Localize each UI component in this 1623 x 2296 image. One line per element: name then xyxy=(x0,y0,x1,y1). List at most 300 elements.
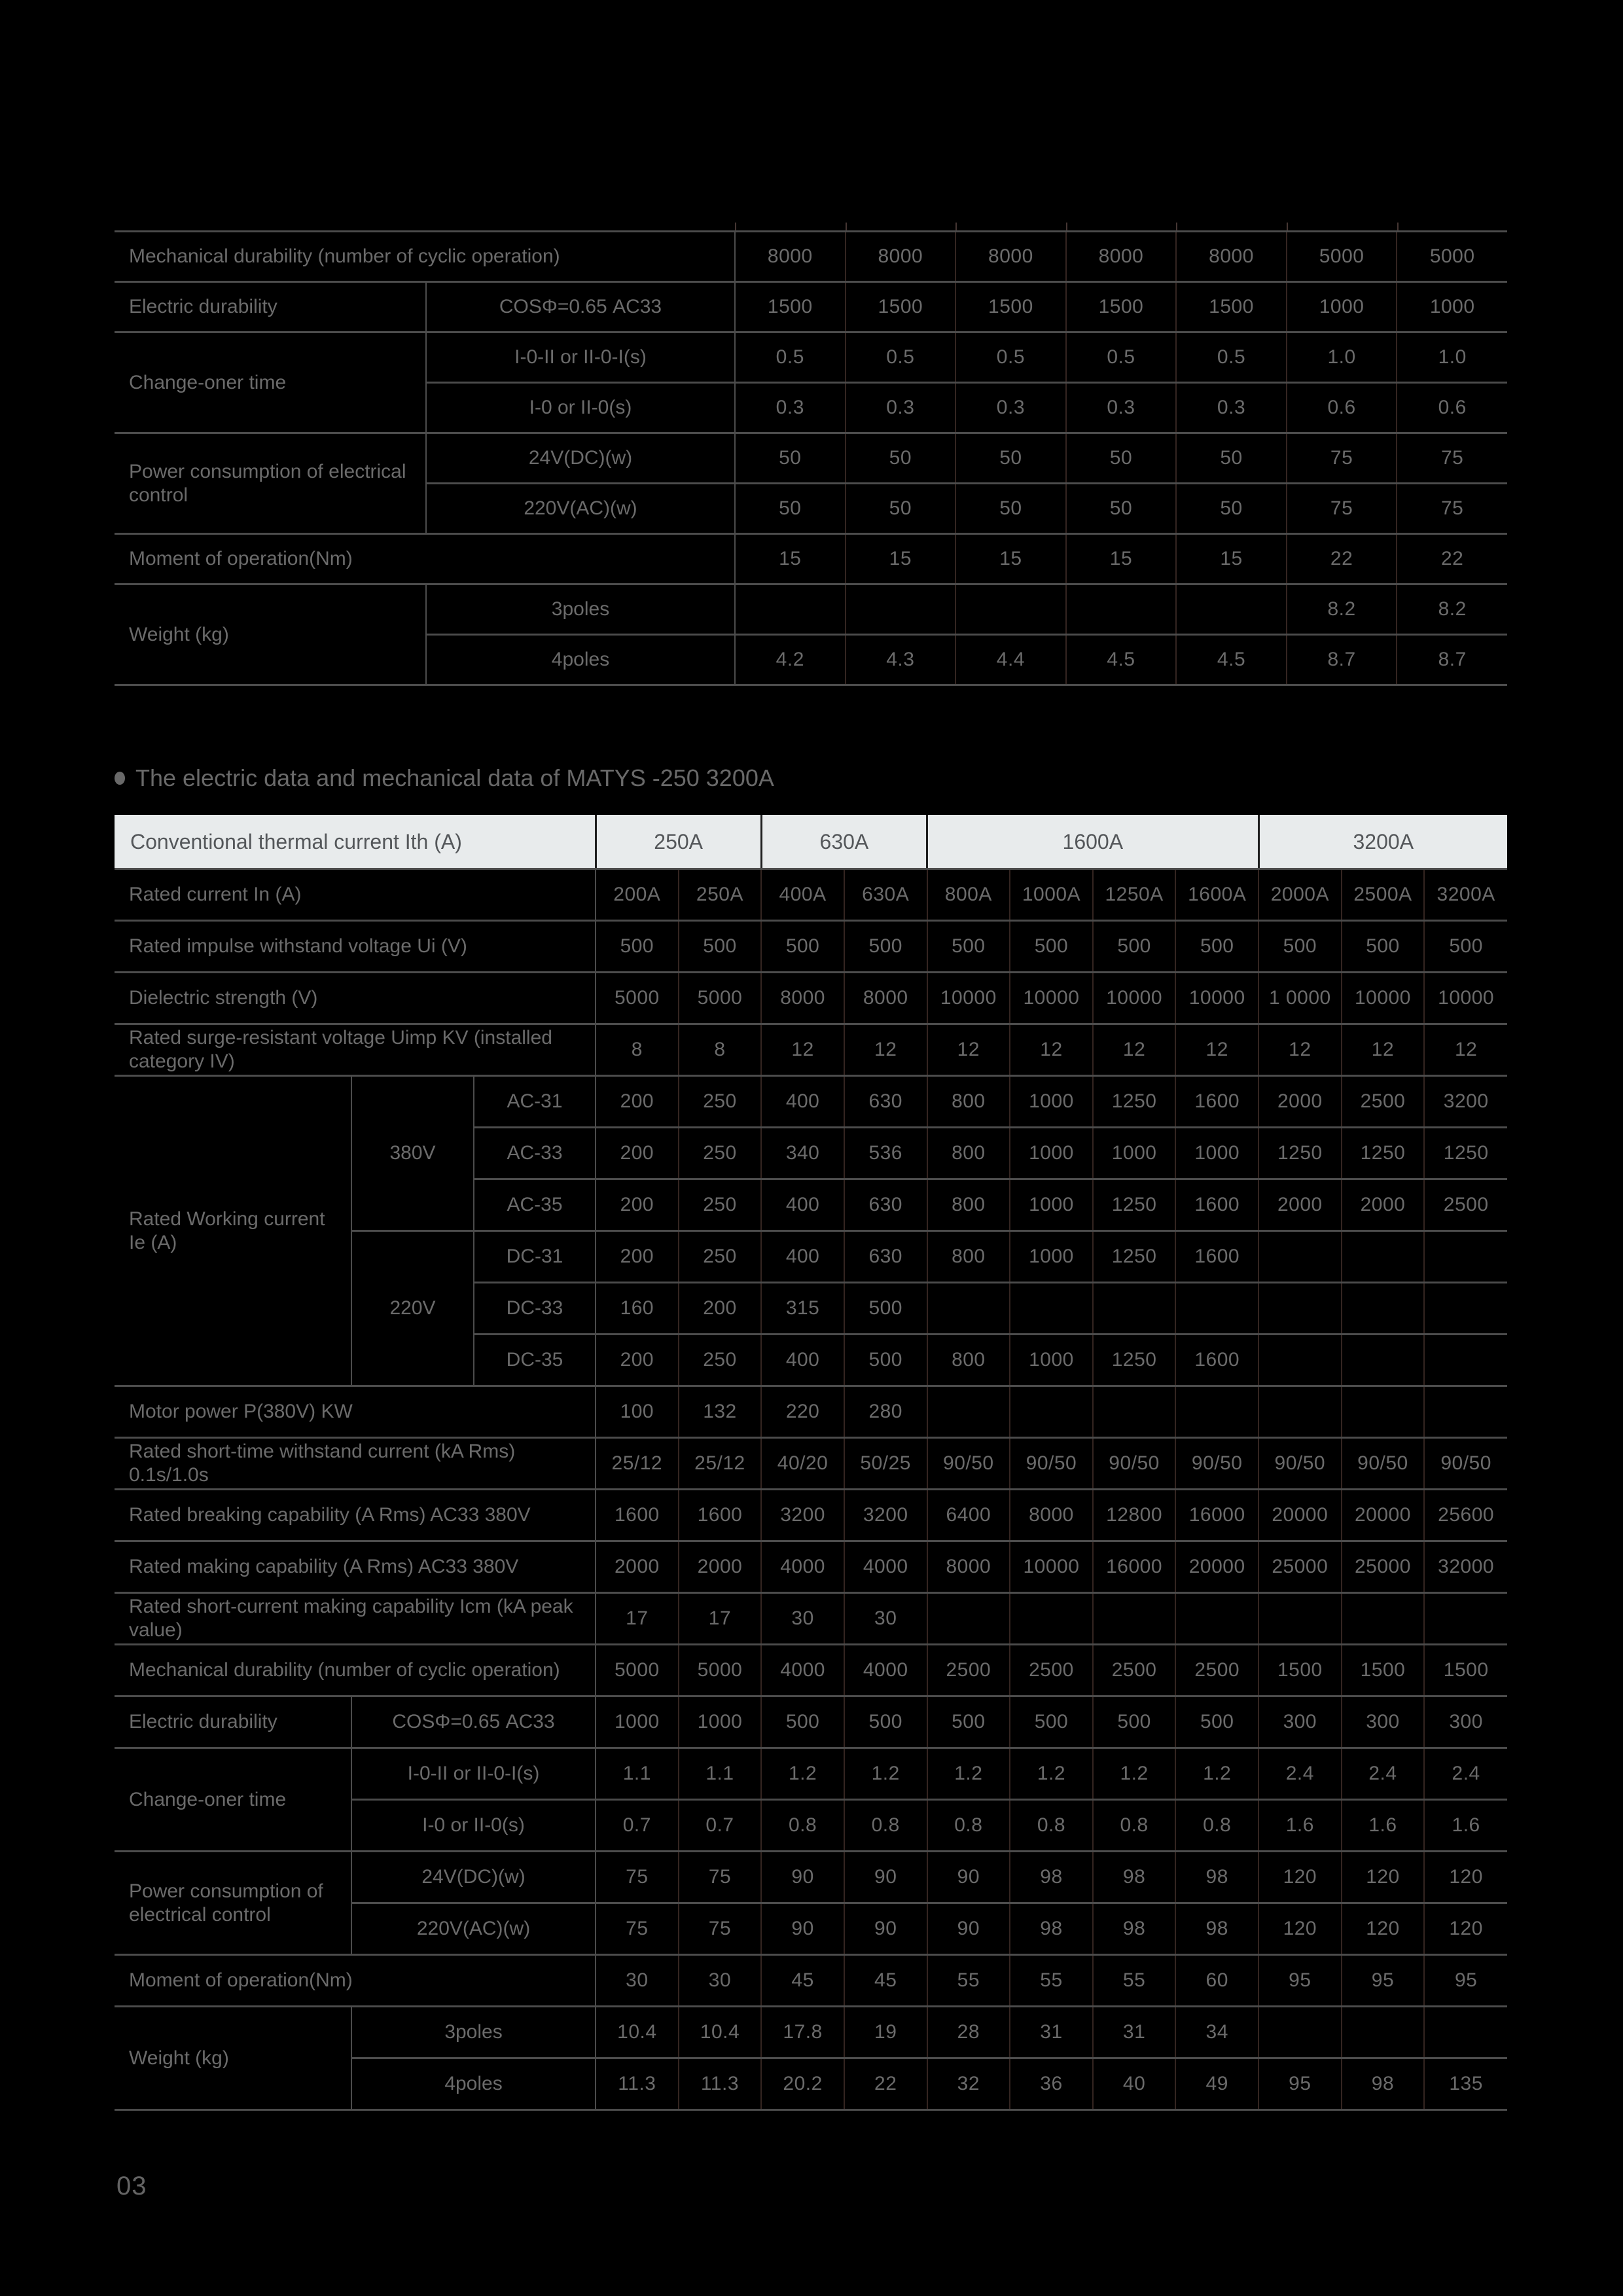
cell-value: 12 xyxy=(1342,1024,1425,1076)
cell-value: 90/50 xyxy=(1175,1438,1258,1490)
cell-value: 10000 xyxy=(927,973,1010,1024)
row-label: Moment of operation(Nm) xyxy=(115,534,735,584)
row-sublabel: AC-31 xyxy=(474,1076,596,1128)
cell-value xyxy=(1175,1593,1258,1645)
cell-value: 4.5 xyxy=(1066,635,1177,685)
cell-value: 25600 xyxy=(1424,1490,1507,1541)
cell-value: 0.5 xyxy=(735,332,846,383)
cell-value: 19 xyxy=(844,2007,927,2058)
cell-value: 500 xyxy=(927,1696,1010,1748)
cell-value xyxy=(1424,1231,1507,1283)
row-sublabel: AC-35 xyxy=(474,1179,596,1231)
cell-value: 10000 xyxy=(1093,973,1176,1024)
table-row xyxy=(115,815,1507,869)
cell-value: 95 xyxy=(1424,1955,1507,2007)
table-row xyxy=(115,282,1507,332)
cell-value: 32 xyxy=(927,2058,1010,2110)
table-row xyxy=(115,973,1507,1024)
cell-value: 1600 xyxy=(679,1490,762,1541)
cell-value: 50 xyxy=(735,433,846,484)
cell-value: 12 xyxy=(1175,1024,1258,1076)
cell-value: 1000 xyxy=(1397,282,1507,332)
cell-value: 1500 xyxy=(735,282,846,332)
cell-value: 40 xyxy=(1093,2058,1176,2110)
header-group-cell: 3200A xyxy=(1258,815,1507,869)
row-label: Rated breaking capability (A Rms) AC33 380V xyxy=(115,1490,596,1541)
cell-value: 1500 xyxy=(955,282,1066,332)
row-label: Power consumption of electrical control xyxy=(115,1852,351,1955)
cell-value: 98 xyxy=(1093,1852,1176,1903)
cell-value xyxy=(846,584,956,635)
cell-value: 4.2 xyxy=(735,635,846,685)
cell-value: 90 xyxy=(761,1903,844,1955)
cell-value: 17 xyxy=(679,1593,762,1645)
cell-value: 400 xyxy=(761,1335,844,1386)
table-row xyxy=(115,1386,1507,1438)
cell-value: 2500 xyxy=(1175,1645,1258,1696)
cell-value: 50 xyxy=(1176,433,1287,484)
cell-value: 500 xyxy=(1258,921,1342,973)
row-label: Motor power P(380V) KW xyxy=(115,1386,596,1438)
cell-value: 12 xyxy=(844,1024,927,1076)
cell-value: 22 xyxy=(1397,534,1507,584)
cell-value xyxy=(1342,1386,1425,1438)
cell-value: 250A xyxy=(679,869,762,921)
cell-value: 25/12 xyxy=(596,1438,679,1490)
row-label: Weight (kg) xyxy=(115,2007,351,2110)
cell-value: 12 xyxy=(1010,1024,1093,1076)
cell-value: 1250 xyxy=(1093,1231,1176,1283)
cell-value: 10.4 xyxy=(679,2007,762,2058)
cell-value: 90 xyxy=(927,1903,1010,1955)
header-group-cell: 630A xyxy=(761,815,927,869)
cell-value: 800 xyxy=(927,1335,1010,1386)
cell-value xyxy=(1010,1283,1093,1335)
row-sublabel: 380V xyxy=(351,1076,474,1231)
cell-value: 1250 xyxy=(1342,1128,1425,1179)
cell-value: 10000 xyxy=(1175,973,1258,1024)
cell-value: 300 xyxy=(1424,1696,1507,1748)
cell-value: 31 xyxy=(1010,2007,1093,2058)
cell-value: 34 xyxy=(1175,2007,1258,2058)
table-row xyxy=(115,1955,1507,2007)
row-label: Moment of operation(Nm) xyxy=(115,1955,596,2007)
table-row xyxy=(115,1593,1507,1645)
table-row xyxy=(115,1696,1507,1748)
cell-value xyxy=(1258,1231,1342,1283)
cell-value: 95 xyxy=(1258,2058,1342,2110)
cell-value: 20000 xyxy=(1258,1490,1342,1541)
row-sublabel: DC-33 xyxy=(474,1283,596,1335)
cell-value: 11.3 xyxy=(679,2058,762,2110)
cell-value xyxy=(927,1386,1010,1438)
cell-value: 2000 xyxy=(596,1541,679,1593)
cell-value: 340 xyxy=(761,1128,844,1179)
cell-value: 8.7 xyxy=(1287,635,1397,685)
table-continuation-stub xyxy=(1397,223,1399,230)
row-label: Weight (kg) xyxy=(115,584,426,685)
cell-value: 10000 xyxy=(1010,1541,1093,1593)
cell-value: 1600A xyxy=(1175,869,1258,921)
cell-value: 5000 xyxy=(596,973,679,1024)
table-row xyxy=(115,1748,1507,1800)
cell-value: 98 xyxy=(1010,1852,1093,1903)
cell-value xyxy=(1424,1593,1507,1645)
table-continuation-stub xyxy=(1066,223,1067,230)
cell-value: 0.3 xyxy=(846,383,956,433)
cell-value: 8000 xyxy=(927,1541,1010,1593)
row-label: Mechanical durability (number of cyclic operation) xyxy=(115,1645,596,1696)
cell-value: 500 xyxy=(844,1696,927,1748)
cell-value xyxy=(1342,1283,1425,1335)
cell-value: 300 xyxy=(1258,1696,1342,1748)
cell-value: 10000 xyxy=(1424,973,1507,1024)
cell-value: 630 xyxy=(844,1231,927,1283)
cell-value: 500 xyxy=(1093,921,1176,973)
cell-value: 0.3 xyxy=(735,383,846,433)
cell-value: 75 xyxy=(1287,484,1397,534)
cell-value: 8.7 xyxy=(1397,635,1507,685)
cell-value: 1000 xyxy=(1175,1128,1258,1179)
cell-value xyxy=(1093,1386,1176,1438)
cell-value: 200A xyxy=(596,869,679,921)
cell-value: 55 xyxy=(1093,1955,1176,2007)
row-sublabel: I-0 or II-0(s) xyxy=(426,383,735,433)
cell-value: 16000 xyxy=(1175,1490,1258,1541)
cell-value: 25000 xyxy=(1258,1541,1342,1593)
cell-value: 1250 xyxy=(1258,1128,1342,1179)
cell-value: 800A xyxy=(927,869,1010,921)
cell-value: 22 xyxy=(1287,534,1397,584)
cell-value: 630 xyxy=(844,1076,927,1128)
cell-value: 500 xyxy=(844,921,927,973)
cell-value: 1500 xyxy=(846,282,956,332)
cell-value: 11.3 xyxy=(596,2058,679,2110)
table-row xyxy=(115,1541,1507,1593)
cell-value: 1250 xyxy=(1424,1128,1507,1179)
header-group-cell: 1600A xyxy=(927,815,1259,869)
cell-value: 500 xyxy=(596,921,679,973)
cell-value: 49 xyxy=(1175,2058,1258,2110)
cell-value: 280 xyxy=(844,1386,927,1438)
cell-value: 220 xyxy=(761,1386,844,1438)
header-group-cell: 250A xyxy=(596,815,761,869)
table-row xyxy=(115,921,1507,973)
table-continuation-stub xyxy=(1287,223,1288,230)
cell-value: 2000 xyxy=(1258,1179,1342,1231)
table-continuation-stub xyxy=(1176,223,1177,230)
cell-value xyxy=(955,584,1066,635)
row-label: Electric durability xyxy=(115,282,426,332)
cell-value: 120 xyxy=(1258,1852,1342,1903)
cell-value: 8000 xyxy=(846,232,956,282)
cell-value: 90/50 xyxy=(1258,1438,1342,1490)
row-sublabel: COSΦ=0.65 AC33 xyxy=(351,1696,596,1748)
cell-value: 1.1 xyxy=(596,1748,679,1800)
cell-value: 4000 xyxy=(844,1645,927,1696)
cell-value: 8 xyxy=(596,1024,679,1076)
cell-value: 8.2 xyxy=(1287,584,1397,635)
cell-value: 30 xyxy=(844,1593,927,1645)
cell-value: 2000 xyxy=(679,1541,762,1593)
cell-value: 90/50 xyxy=(1093,1438,1176,1490)
row-sublabel: 3poles xyxy=(426,584,735,635)
table-row xyxy=(115,584,1507,635)
cell-value xyxy=(1258,1283,1342,1335)
cell-value xyxy=(1342,1231,1425,1283)
row-label: Dielectric strength (V) xyxy=(115,973,596,1024)
row-sublabel: 220V(AC)(w) xyxy=(426,484,735,534)
cell-value: 50 xyxy=(846,484,956,534)
cell-value: 36 xyxy=(1010,2058,1093,2110)
cell-value: 55 xyxy=(927,1955,1010,2007)
cell-value: 800 xyxy=(927,1128,1010,1179)
cell-value: 0.3 xyxy=(1066,383,1177,433)
cell-value xyxy=(1066,584,1177,635)
cell-value: 160 xyxy=(596,1283,679,1335)
cell-value: 5000 xyxy=(1287,232,1397,282)
cell-value: 1000 xyxy=(1010,1128,1093,1179)
cell-value: 8000 xyxy=(955,232,1066,282)
cell-value: 8000 xyxy=(1176,232,1287,282)
cell-value: 28 xyxy=(927,2007,1010,2058)
cell-value: 50 xyxy=(1176,484,1287,534)
cell-value: 95 xyxy=(1342,1955,1425,2007)
row-sublabel: 220V xyxy=(351,1231,474,1386)
cell-value: 630A xyxy=(844,869,927,921)
section-title xyxy=(115,763,774,793)
cell-value: 1500 xyxy=(1176,282,1287,332)
cell-value: 17.8 xyxy=(761,2007,844,2058)
row-label: Rated short-current making capability Icm (kA peak value) xyxy=(115,1593,596,1645)
cell-value: 500 xyxy=(679,921,762,973)
cell-value: 800 xyxy=(927,1076,1010,1128)
cell-value xyxy=(1342,1593,1425,1645)
row-sublabel: 3poles xyxy=(351,2007,596,2058)
cell-value: 0.8 xyxy=(1093,1800,1176,1852)
cell-value: 1500 xyxy=(1066,282,1177,332)
row-label: Rated current In (A) xyxy=(115,869,596,921)
cell-value: 0.8 xyxy=(1010,1800,1093,1852)
row-sublabel: AC-33 xyxy=(474,1128,596,1179)
cell-value: 90/50 xyxy=(927,1438,1010,1490)
cell-value: 250 xyxy=(679,1335,762,1386)
cell-value: 250 xyxy=(679,1231,762,1283)
table-row xyxy=(115,1852,1507,1903)
cell-value: 8 xyxy=(679,1024,762,1076)
cell-value: 15 xyxy=(1176,534,1287,584)
cell-value: 50 xyxy=(1066,433,1177,484)
cell-value: 75 xyxy=(1397,484,1507,534)
cell-value: 250 xyxy=(679,1128,762,1179)
cell-value: 1250 xyxy=(1093,1335,1176,1386)
row-sublabel: 4poles xyxy=(351,2058,596,2110)
cell-value: 3200 xyxy=(761,1490,844,1541)
cell-value: 50 xyxy=(1066,484,1177,534)
cell-value: 1 0000 xyxy=(1258,973,1342,1024)
cell-value: 8000 xyxy=(1010,1490,1093,1541)
cell-value: 45 xyxy=(761,1955,844,2007)
cell-value: 1000 xyxy=(1010,1335,1093,1386)
cell-value: 95 xyxy=(1258,1955,1342,2007)
cell-value: 500 xyxy=(844,1283,927,1335)
cell-value: 2500 xyxy=(927,1645,1010,1696)
row-sublabel: I-0-II or II-0-I(s) xyxy=(426,332,735,383)
cell-value: 1.2 xyxy=(1175,1748,1258,1800)
cell-value xyxy=(1010,1593,1093,1645)
cell-value: 15 xyxy=(846,534,956,584)
cell-value: 500 xyxy=(1093,1696,1176,1748)
cell-value: 500 xyxy=(1175,921,1258,973)
cell-value: 2500 xyxy=(1010,1645,1093,1696)
cell-value: 90 xyxy=(761,1852,844,1903)
cell-value: 2500 xyxy=(1093,1645,1176,1696)
cell-value: 250 xyxy=(679,1179,762,1231)
cell-value: 40/20 xyxy=(761,1438,844,1490)
cell-value: 630 xyxy=(844,1179,927,1231)
cell-value: 135 xyxy=(1424,2058,1507,2110)
cell-value xyxy=(735,584,846,635)
cell-value: 5000 xyxy=(596,1645,679,1696)
cell-value xyxy=(1258,1335,1342,1386)
cell-value: 536 xyxy=(844,1128,927,1179)
cell-value: 0.3 xyxy=(1176,383,1287,433)
cell-value: 5000 xyxy=(679,973,762,1024)
cell-value: 2000A xyxy=(1258,869,1342,921)
cell-value xyxy=(1258,2007,1342,2058)
cell-value: 500 xyxy=(844,1335,927,1386)
cell-value: 8000 xyxy=(761,973,844,1024)
cell-value xyxy=(1175,1386,1258,1438)
cell-value: 32000 xyxy=(1424,1541,1507,1593)
table-1-body xyxy=(115,232,1507,685)
cell-value: 0.8 xyxy=(761,1800,844,1852)
cell-value: 1500 xyxy=(1258,1645,1342,1696)
cell-value: 5000 xyxy=(1397,232,1507,282)
cell-value: 500 xyxy=(761,921,844,973)
table-row xyxy=(115,1076,1507,1128)
cell-value: 800 xyxy=(927,1179,1010,1231)
row-sublabel: 24V(DC)(w) xyxy=(426,433,735,484)
row-sublabel: DC-31 xyxy=(474,1231,596,1283)
table-row xyxy=(115,433,1507,484)
cell-value: 500 xyxy=(1342,921,1425,973)
cell-value: 315 xyxy=(761,1283,844,1335)
cell-value: 90/50 xyxy=(1342,1438,1425,1490)
cell-value: 0.7 xyxy=(596,1800,679,1852)
cell-value: 1500 xyxy=(1342,1645,1425,1696)
cell-value: 8000 xyxy=(1066,232,1177,282)
cell-value: 2500A xyxy=(1342,869,1425,921)
row-label: Rated making capability (A Rms) AC33 380V xyxy=(115,1541,596,1593)
cell-value: 75 xyxy=(679,1903,762,1955)
cell-value: 1.6 xyxy=(1342,1800,1425,1852)
cell-value xyxy=(1175,1283,1258,1335)
cell-value: 50 xyxy=(955,484,1066,534)
cell-value: 500 xyxy=(1010,1696,1093,1748)
cell-value: 15 xyxy=(1066,534,1177,584)
cell-value: 75 xyxy=(679,1852,762,1903)
cell-value xyxy=(1010,1386,1093,1438)
cell-value: 8000 xyxy=(735,232,846,282)
cell-value: 1000 xyxy=(1010,1231,1093,1283)
row-label: Electric durability xyxy=(115,1696,351,1748)
cell-value: 6400 xyxy=(927,1490,1010,1541)
cell-value: 1600 xyxy=(1175,1179,1258,1231)
row-sublabel: I-0-II or II-0-I(s) xyxy=(351,1748,596,1800)
section-title-text: The electric data and mechanical data of MATYS -250 3200A xyxy=(135,764,774,791)
cell-value: 10.4 xyxy=(596,2007,679,2058)
table-2-body xyxy=(115,815,1507,2110)
cell-value: 300 xyxy=(1342,1696,1425,1748)
cell-value: 1000 xyxy=(1287,282,1397,332)
cell-value: 0.6 xyxy=(1287,383,1397,433)
table-row xyxy=(115,2007,1507,2058)
cell-value: 8.2 xyxy=(1397,584,1507,635)
cell-value: 500 xyxy=(927,921,1010,973)
cell-value: 1600 xyxy=(1175,1335,1258,1386)
cell-value: 0.3 xyxy=(955,383,1066,433)
cell-value: 25000 xyxy=(1342,1541,1425,1593)
cell-value: 400 xyxy=(761,1076,844,1128)
row-label: Conventional thermal current Ith (A) xyxy=(115,815,596,869)
cell-value: 12 xyxy=(927,1024,1010,1076)
cell-value: 31 xyxy=(1093,2007,1176,2058)
row-label: Rated surge-resistant voltage Uimp KV (installed category IV) xyxy=(115,1024,596,1076)
cell-value: 1600 xyxy=(1175,1076,1258,1128)
cell-value: 90/50 xyxy=(1424,1438,1507,1490)
cell-value: 500 xyxy=(1010,921,1093,973)
cell-value: 200 xyxy=(596,1179,679,1231)
cell-value: 98 xyxy=(1175,1852,1258,1903)
cell-value: 16000 xyxy=(1093,1541,1176,1593)
cell-value: 2.4 xyxy=(1342,1748,1425,1800)
row-sublabel: 24V(DC)(w) xyxy=(351,1852,596,1903)
row-label: Change-oner time xyxy=(115,1748,351,1852)
cell-value: 50 xyxy=(846,433,956,484)
cell-value: 1000 xyxy=(596,1696,679,1748)
cell-value: 2.4 xyxy=(1424,1748,1507,1800)
cell-value: 1000 xyxy=(679,1696,762,1748)
cell-value: 50 xyxy=(955,433,1066,484)
row-label: Mechanical durability (number of cyclic operation) xyxy=(115,232,735,282)
cell-value: 0.5 xyxy=(955,332,1066,383)
row-label: Change-oner time xyxy=(115,332,426,433)
cell-value: 15 xyxy=(955,534,1066,584)
cell-value: 75 xyxy=(596,1903,679,1955)
cell-value: 2000 xyxy=(1342,1179,1425,1231)
cell-value: 1250 xyxy=(1093,1179,1176,1231)
cell-value: 4000 xyxy=(761,1645,844,1696)
cell-value xyxy=(1093,1593,1176,1645)
cell-value: 200 xyxy=(596,1231,679,1283)
electrical-mechanical-data-table-1 xyxy=(115,230,1507,686)
cell-value: 90 xyxy=(844,1903,927,1955)
cell-value: 30 xyxy=(596,1955,679,2007)
cell-value: 17 xyxy=(596,1593,679,1645)
cell-value: 1.2 xyxy=(1093,1748,1176,1800)
cell-value: 500 xyxy=(761,1696,844,1748)
cell-value: 30 xyxy=(679,1955,762,2007)
cell-value: 10000 xyxy=(1010,973,1093,1024)
cell-value: 5000 xyxy=(679,1645,762,1696)
cell-value: 2500 xyxy=(1424,1179,1507,1231)
row-label: Power consumption of electrical control xyxy=(115,433,426,534)
cell-value xyxy=(927,1283,1010,1335)
cell-value: 1600 xyxy=(596,1490,679,1541)
cell-value: 75 xyxy=(596,1852,679,1903)
cell-value: 22 xyxy=(844,2058,927,2110)
